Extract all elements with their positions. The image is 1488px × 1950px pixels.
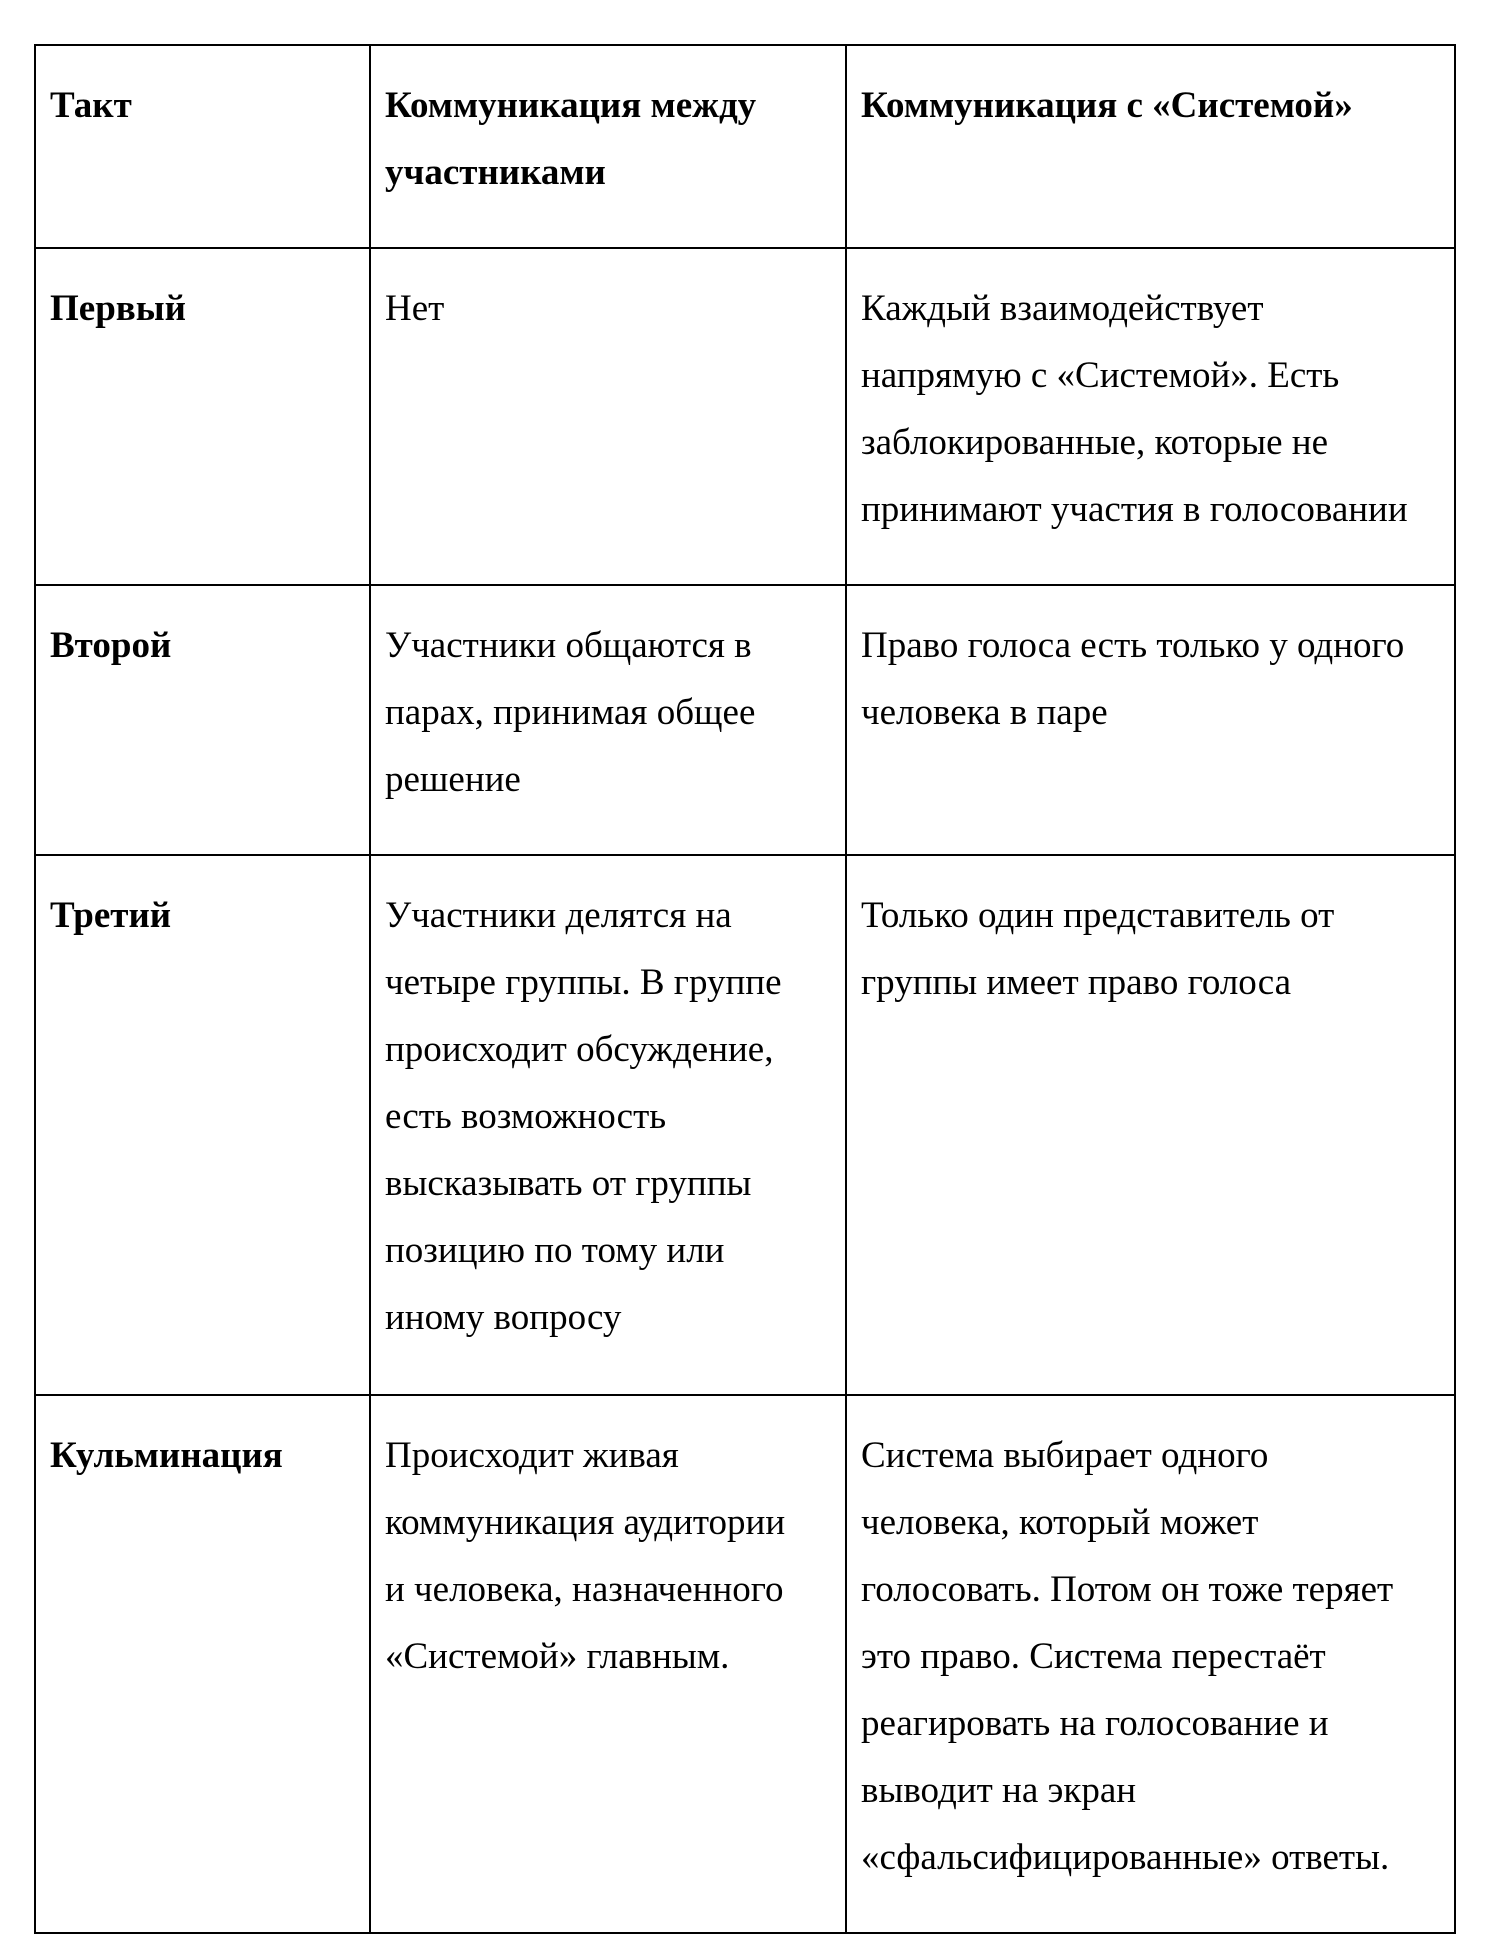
communication-table — [34, 44, 1456, 1934]
between-participants-cell — [370, 585, 846, 855]
cell-text: «Системой» главным. — [385, 1636, 730, 1677]
cell-text: позицию по тому или — [385, 1230, 725, 1271]
cell-text: Система выбирает одного — [861, 1435, 1269, 1476]
with-system-cell — [846, 585, 1455, 855]
cell-text: принимают участия в голосовании — [861, 489, 1408, 530]
with-system-cell — [846, 248, 1455, 585]
cell-text: высказывать от группы — [385, 1163, 752, 1204]
cell-text: решение — [385, 759, 521, 800]
header-text: участниками — [385, 152, 606, 193]
cell-text: это право. Система перестаёт — [861, 1636, 1326, 1677]
table-row — [35, 248, 1455, 585]
phase-cell — [35, 585, 370, 855]
cell-text: Каждый взаимодействует — [861, 288, 1264, 329]
phase-cell — [35, 248, 370, 585]
cell-text: Только один представитель от — [861, 895, 1335, 936]
header-text: Коммуникация с «Системой» — [861, 85, 1353, 126]
between-participants-cell — [370, 855, 846, 1395]
between-participants-cell — [370, 1395, 846, 1933]
cell-text: Происходит живая — [385, 1435, 679, 1476]
table-row — [35, 855, 1455, 1395]
cell-text: Первый — [50, 288, 186, 329]
cell-text: группы имеет право голоса — [861, 962, 1292, 1003]
cell-text: есть возможность — [385, 1096, 667, 1137]
header-cell-phase — [35, 45, 370, 248]
cell-text: Право голоса есть только у одного — [861, 625, 1405, 666]
header-cell-with-system — [846, 45, 1455, 248]
with-system-cell — [846, 855, 1455, 1395]
table-header-row — [35, 45, 1455, 248]
cell-text: голосовать. Потом он тоже теряет — [861, 1569, 1394, 1610]
cell-text: иному вопросу — [385, 1297, 622, 1338]
cell-text: реагировать на голосование и — [861, 1703, 1329, 1744]
cell-text: Нет — [385, 288, 445, 329]
table-row — [35, 1395, 1455, 1933]
cell-text: человека, который может — [861, 1502, 1259, 1543]
cell-text: Кульминация — [50, 1435, 283, 1476]
table-row — [35, 585, 1455, 855]
between-participants-cell — [370, 248, 846, 585]
header-text: Коммуникация между — [385, 85, 757, 126]
cell-text: напрямую с «Системой». Есть — [861, 355, 1340, 396]
header-text: Такт — [50, 85, 132, 126]
phase-cell — [35, 855, 370, 1395]
header-cell-between-participants — [370, 45, 846, 248]
phase-cell — [35, 1395, 370, 1933]
cell-text: выводит на экран — [861, 1770, 1137, 1811]
cell-text: коммуникация аудитории — [385, 1502, 786, 1543]
cell-text: Участники общаются в — [385, 625, 752, 666]
cell-text: четыре группы. В группе — [385, 962, 782, 1003]
cell-text: Второй — [50, 625, 172, 666]
cell-text: парах, принимая общее — [385, 692, 756, 733]
cell-text: «сфальсифицированные» ответы. — [861, 1837, 1390, 1878]
with-system-cell — [846, 1395, 1455, 1933]
cell-text: заблокированные, которые не — [861, 422, 1329, 463]
cell-text: человека в паре — [861, 692, 1108, 733]
cell-text: Третий — [50, 895, 172, 936]
cell-text: Участники делятся на — [385, 895, 732, 936]
cell-text: происходит обсуждение, — [385, 1029, 774, 1070]
cell-text: и человека, назначенного — [385, 1569, 784, 1610]
